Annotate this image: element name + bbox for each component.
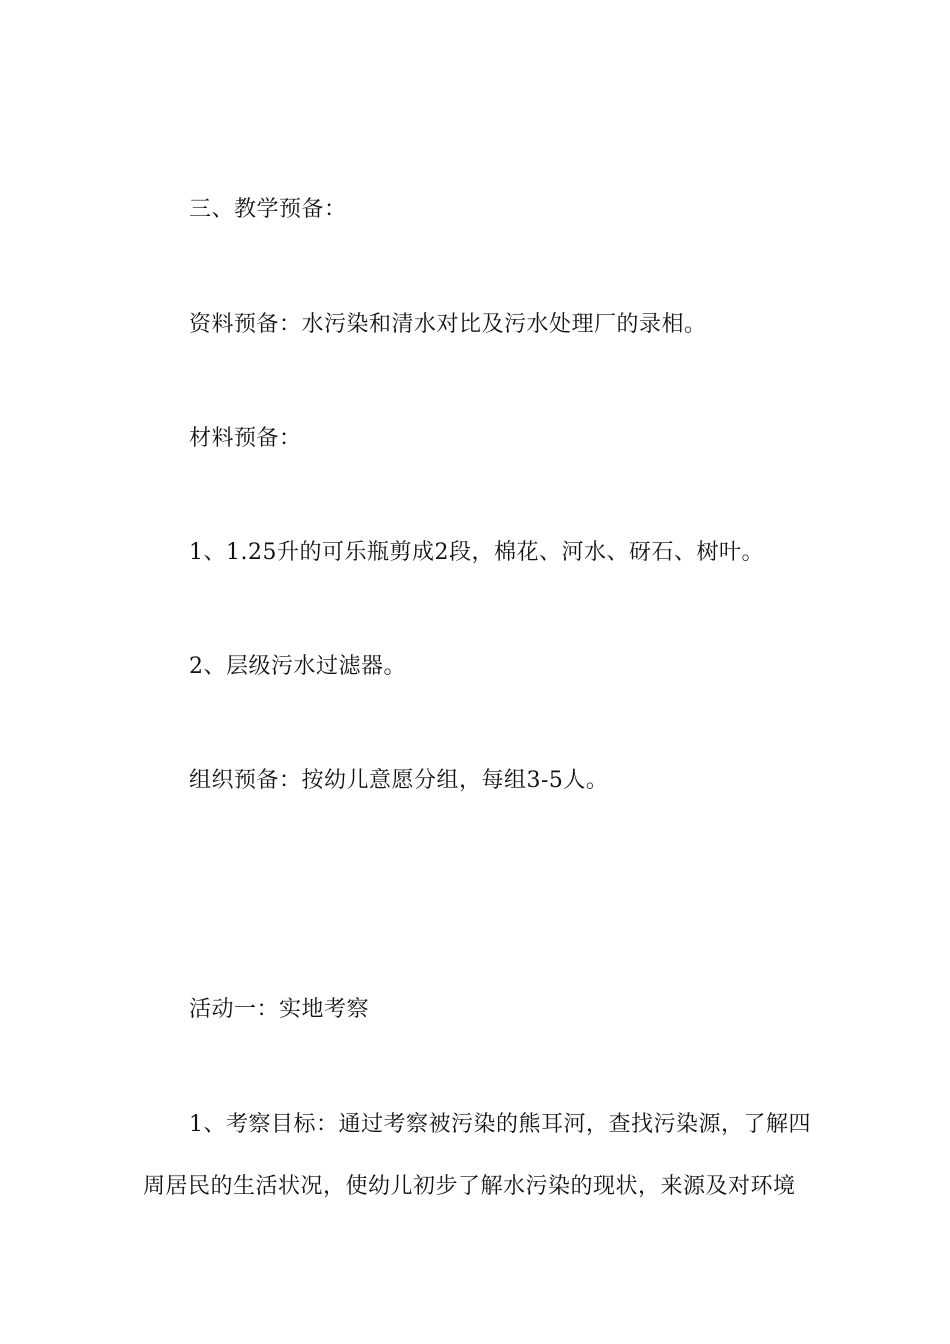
activity-heading: 活动一：实地考察: [189, 997, 370, 1022]
list-item-1: 1、1.25升的可乐瓶剪成2段，棉花、河水、砑石、树叶。: [189, 540, 764, 565]
section-heading-teaching-preparation: 三、教学预备：: [189, 197, 347, 222]
text-line-organization-preparation: 组织预备：按幼儿意愿分组，每组3-5人。: [189, 768, 609, 793]
text-line-resource-preparation: 资料预备：水污染和清水对比及污水处理厂的录相。: [189, 312, 707, 337]
list-item-2: 2、层级污水过滤器。: [189, 654, 406, 679]
body-paragraph: 1、考察目标：通过考察被污染的熊耳河，查找污染源，了解四周居民的生活状况，使幼儿初步了解水污染的现状，来源及对环境: [143, 1112, 811, 1199]
text-line-material-preparation: 材料预备：: [189, 426, 302, 451]
